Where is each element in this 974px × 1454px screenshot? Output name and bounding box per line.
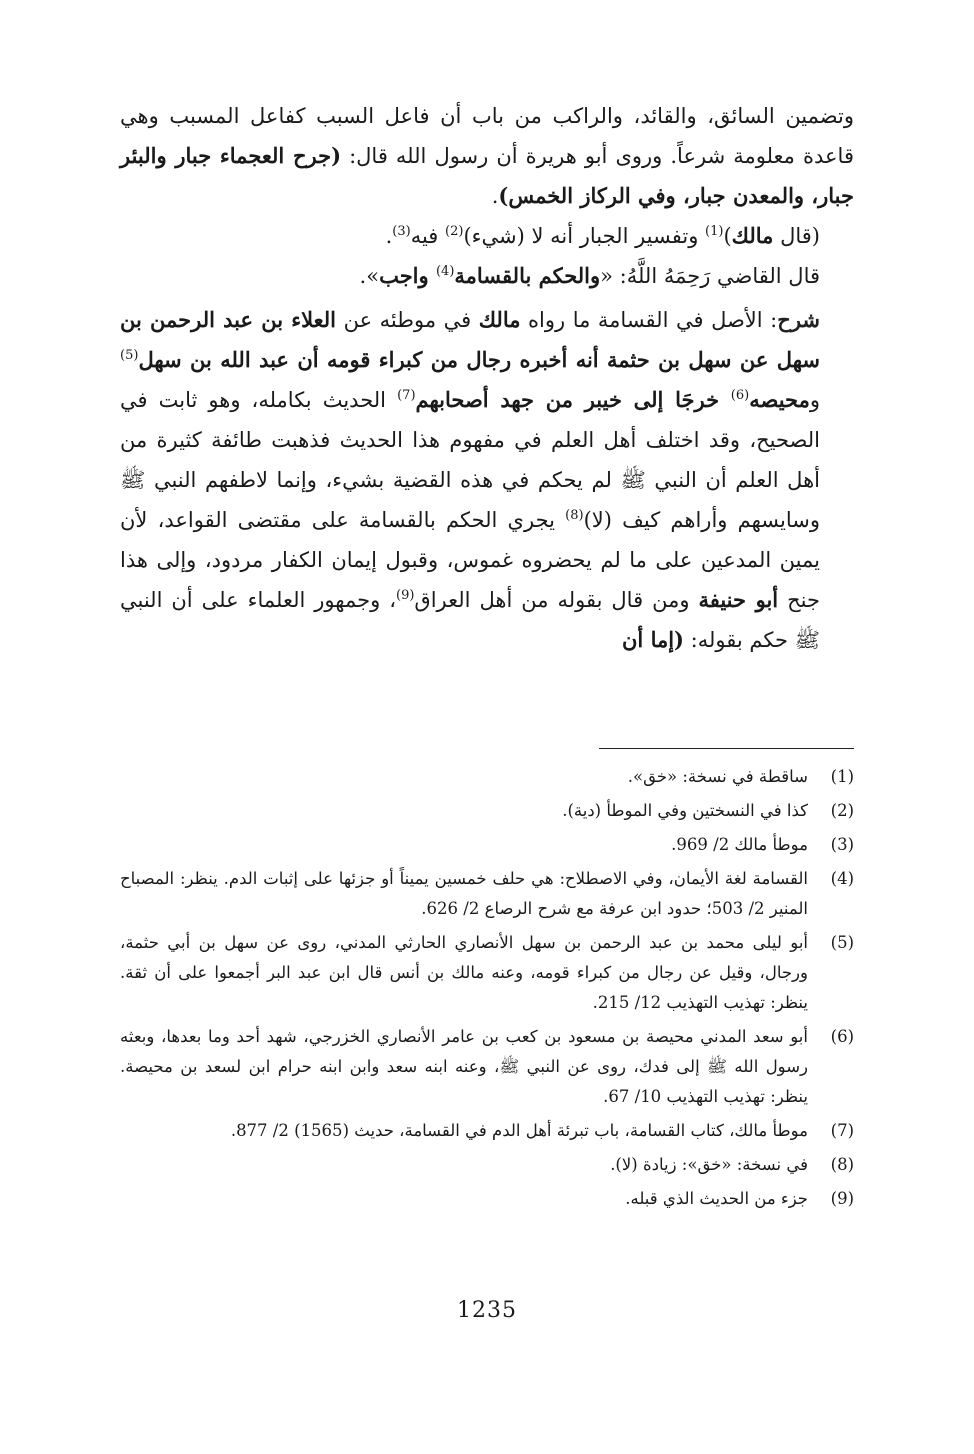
ruling-text: والحكم بالقسامة xyxy=(454,263,601,288)
hadith-text: (جرح العجماء جبار والبئر جبار، والمعدن جبار، وفي الركاز الخمس) xyxy=(120,143,854,208)
text-run: : الأصل في القسامة ما رواه xyxy=(520,308,778,332)
footnote-2 xyxy=(120,796,854,826)
hadith-text: (إما أن xyxy=(622,627,684,652)
footnote-ref: (9) xyxy=(395,588,415,603)
text-run: ». xyxy=(359,264,380,288)
text-run: وتفسير الجبار أنه لا (شيء) xyxy=(463,224,706,248)
text-run: وتضمين السائق، والقائد، والراكب من باب أن فاعل السبب كفاعل المسبب وهي قاعدة معلومة شرعاً. وروى أبو هريرة أن رسول الله قال: xyxy=(120,104,854,168)
text-run: فيه xyxy=(410,224,445,248)
text-run: و xyxy=(809,388,820,412)
footnote-ref: (6) xyxy=(730,388,750,403)
footnote-ref: (7) xyxy=(397,388,416,403)
footnote-ref: (8) xyxy=(565,508,584,523)
paragraph-3 xyxy=(120,256,854,296)
page-number: 1235 xyxy=(457,1298,517,1323)
sharh-label: شرح xyxy=(777,307,821,332)
text-run: قال القاضي رَحِمَهُ اللَّهُ: « xyxy=(600,264,820,288)
footnote-ref: (1) xyxy=(705,224,724,239)
footnote-text: أبو سعد المدني محيصة بن مسعود بن كعب بن عامر الأنصاري الخزرجي، شهد أحد وما بعدها، وبعثه رسول الله ﷺ إلى فدك، روى عن النبي ﷺ، وعنه ابنه سعد وابن ابنه حرام ابن لسعد بن محيصة. ينظر: تهذيب التهذيب 10/ 67. xyxy=(120,1027,808,1106)
hadith-chain: خرجَا إلى خيبر من جهد أصحابهم xyxy=(415,387,731,412)
footnote-4 xyxy=(120,864,854,924)
footnote-number: (7) xyxy=(830,1121,854,1140)
footnote-ref: (5) xyxy=(120,348,139,363)
name-muhaysa: محيصه xyxy=(749,387,810,412)
paragraph-1 xyxy=(120,96,854,216)
footnote-number: (9) xyxy=(830,1189,854,1208)
footnote-9 xyxy=(120,1184,854,1214)
text-run: ومن قال بقوله من أهل العراق xyxy=(414,588,699,612)
text-run: ) xyxy=(723,224,732,248)
footnotes xyxy=(120,762,854,1218)
footnote-ref: (3) xyxy=(392,224,411,239)
footnote-number: (4) xyxy=(830,869,854,888)
footnote-separator xyxy=(599,748,854,749)
text-run: . xyxy=(491,184,499,208)
main-text xyxy=(120,96,854,660)
hadith-chain: العلاء بن عبد الرحمن بن سهل عن سهل بن حثمة أنه أخبره رجال من كبراء قومه أن عبد الله بن سهل xyxy=(120,307,820,372)
text-run: يجري الحكم بالقسامة على مقتضى القواعد، لأن يمين المدعين على ما لم يحضروه غموس، وقبول إيمان الكفار مردود، وإلى هذا جنح xyxy=(120,508,820,612)
footnote-1 xyxy=(120,762,854,792)
footnote-number: (3) xyxy=(830,835,854,854)
footnote-number: (1) xyxy=(830,767,854,786)
paragraph-4 xyxy=(120,300,854,660)
name-malik: مالك xyxy=(478,307,521,332)
text-run: في موطئه عن xyxy=(336,308,479,332)
name-abu-hanifa: أبو حنيفة xyxy=(698,587,779,612)
paragraph-2 xyxy=(120,216,854,256)
footnote-text: القسامة لغة الأيمان، وفي الاصطلاح: هي حلف خمسين يميناً أو جزئها على إثبات الدم. ينظر: المصباح المنير 2/ 503؛ حدود ابن عرفة مع شرح الرصاع 2/ 626. xyxy=(120,869,808,918)
footnote-number: (5) xyxy=(830,933,854,952)
footnote-text: في نسخة: «خق»: زيادة (لا). xyxy=(610,1155,808,1174)
footnote-7 xyxy=(120,1116,854,1146)
text-run: (قال xyxy=(773,224,820,248)
footnote-8 xyxy=(120,1150,854,1180)
footnote-6 xyxy=(120,1022,854,1112)
footnote-ref: (4) xyxy=(435,264,455,279)
ruling-text: واجب xyxy=(379,263,436,288)
footnote-text: كذا في النسختين وفي الموطأ (دية). xyxy=(562,801,808,820)
footnote-text: موطأ مالك 2/ 969. xyxy=(671,835,808,854)
text-run: . xyxy=(385,224,393,248)
footnote-number: (6) xyxy=(830,1027,854,1046)
text-run: الحديث بكامله، وهو ثابت في الصحيح، وقد اختلف أهل العلم في مفهوم هذا الحديث فذهبت طائفة كثيرة من أهل العلم أن النبي ﷺ لم يحكم في هذه القضية بشيء، وإنما لاطفهم النبي ﷺ وسايسهم وأراهم كيف (لا) xyxy=(120,388,820,532)
footnote-number: (8) xyxy=(830,1155,854,1174)
footnote-text: جزء من الحديث الذي قبله. xyxy=(625,1189,808,1208)
name-malik: مالك xyxy=(731,223,774,248)
text-run: ، وجمهور العلماء على أن النبي ﷺ حكم بقوله: xyxy=(120,588,820,652)
footnote-text: أبو ليلى محمد بن عبد الرحمن بن سهل الأنصاري الحارثي المدني، روى عن سهل بن أبي حثمة، ورجال، وقيل عن رجال من كبراء قومه، وعنه مالك بن أنس قال ابن عبد البر أجمعوا على أن ثقة. ينظر: تهذيب التهذيب 12/ 215. xyxy=(120,933,808,1012)
footnote-3 xyxy=(120,830,854,860)
footnote-number: (2) xyxy=(830,801,854,820)
footnote-text: ساقطة في نسخة: «خق». xyxy=(627,767,808,786)
footnote-ref: (2) xyxy=(445,224,464,239)
footnote-5 xyxy=(120,928,854,1018)
footnote-text: موطأ مالك، كتاب القسامة، باب تبرئة أهل الدم في القسامة، حديث (1565) 2/ 877. xyxy=(230,1121,808,1140)
